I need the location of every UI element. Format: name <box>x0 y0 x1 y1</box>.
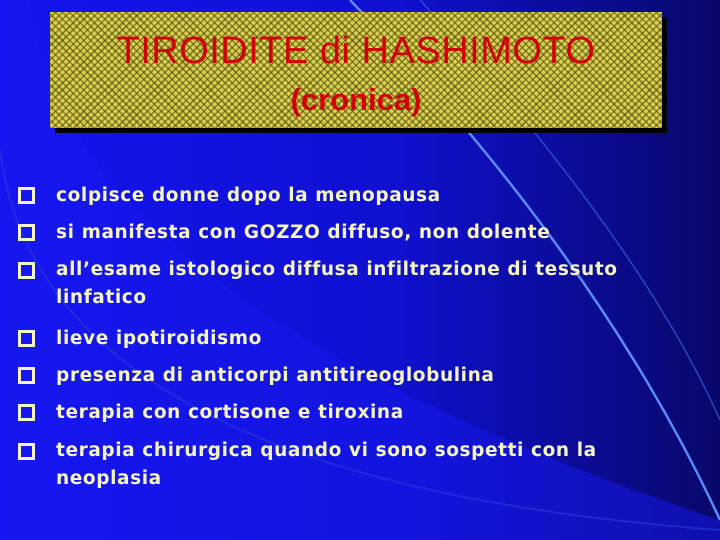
bullet-text: colpisce donne dopo la menopausa <box>56 185 441 206</box>
slide-title: TIROIDITE di HASHIMOTO <box>116 30 596 72</box>
bullet-text: terapia chirurgica quando vi sono sospetti con la neoplasia <box>56 440 597 489</box>
bullet-text: terapia con cortisone e tiroxina <box>56 402 404 423</box>
bullet-text: presenza di anticorpi antitireoglobulina <box>56 365 495 386</box>
square-outline-icon <box>18 367 35 384</box>
square-outline-icon <box>18 187 35 204</box>
list-item <box>18 218 708 247</box>
square-outline-icon <box>18 404 35 421</box>
square-outline-icon <box>18 443 35 460</box>
list-item <box>18 256 708 312</box>
square-outline-icon <box>18 330 35 347</box>
slide-subtitle: (cronica) <box>290 82 422 117</box>
list-item <box>18 181 708 210</box>
bullet-list <box>18 181 708 501</box>
title-box <box>50 12 662 128</box>
list-item <box>18 437 708 493</box>
bullet-text: si manifesta con GOZZO diffuso, non dolente <box>56 222 551 243</box>
square-outline-icon <box>18 262 35 279</box>
list-item <box>18 361 708 390</box>
list-item <box>18 324 708 353</box>
bullet-text: lieve ipotiroidismo <box>56 328 262 349</box>
bullet-text: all’esame istologico diffusa infiltrazione di tessuto linfatico <box>56 259 618 308</box>
square-outline-icon <box>18 224 35 241</box>
list-item <box>18 398 708 427</box>
